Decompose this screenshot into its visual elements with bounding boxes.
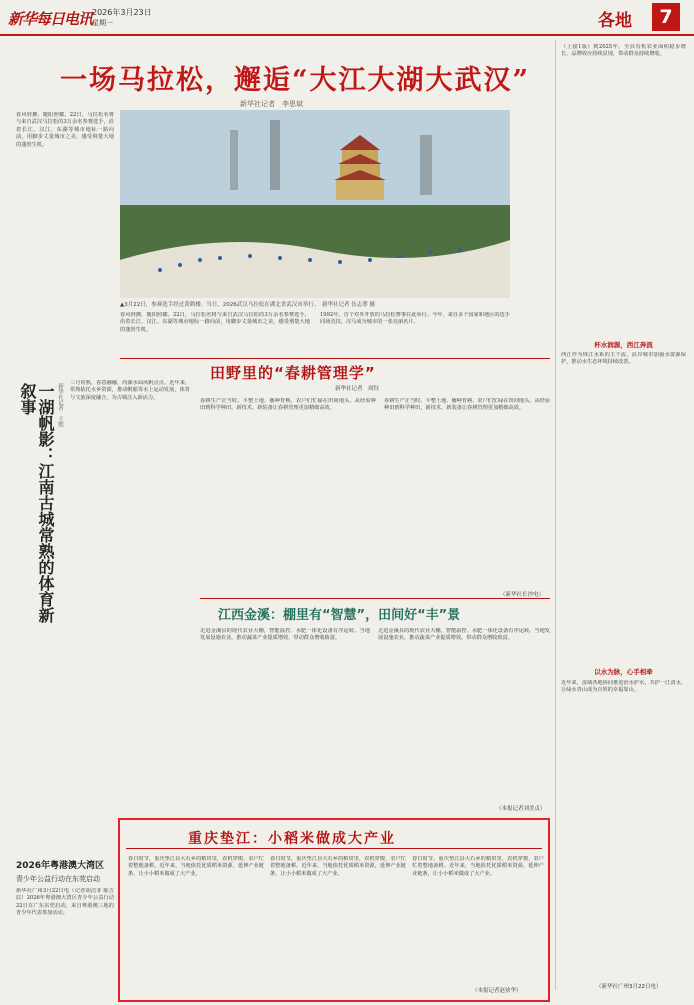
article1-body-bottom-a: 春风轻拂，暖阳照耀。22日，马拉松名将与来自武汉马拉松的3万余名参赛选手，沿着长江、汉江、东湖等城市地标一路向前，用脚步丈量城市之美，感受荆楚大地的蓬勃生机。	[120, 312, 310, 333]
sidebar-note: （新华社广州3月22日电）	[596, 984, 662, 990]
article1-body-right: 1992年，首个对外开放的马拉松赛事在此举行。今年，来自多个国家和地区的选手同场竞技，汉马成为城市的一张亮丽名片。	[320, 312, 510, 326]
article6-title: 重庆垫江：小稻米做成大产业	[188, 831, 396, 847]
article6-note: （本报记者赵侠华）	[472, 988, 522, 994]
issue-weekday: 星期一	[92, 19, 113, 27]
sidebar-head-1: 杯水润源，西江奔流	[594, 341, 653, 349]
article6-body-b: 春日时节，重庆垫江县大石乡的稻田里，农机穿梭，农户忙着整地备耕。近年来，当地依托优质稻米资源，延伸产业链条，让小小稻米做成了大产业。	[270, 856, 406, 877]
article3-byline: 新华社记者 周钰	[335, 386, 380, 392]
article3-note: （新华社长沙电）	[500, 592, 545, 598]
article4-title: 江西金溪：棚里有“智慧”，田间好“丰”景	[218, 608, 461, 623]
article1-photo-caption: ▲3月22日，参赛选手经过黄鹤楼。当日，2026武汉马拉松在湖北省武汉市举行。 新华社记者 伍志尊 摄	[120, 302, 375, 308]
article2-body: 三月常熟，春意融融，尚湖水面风帆点点。近年来，常熟依托水乡资源，推动帆船等水上运动发展，体育与文旅深度融合，为古城注入新活力。	[70, 380, 190, 401]
article2-title: 一湖帆影：江南古城常熟的体育新叙事	[18, 383, 55, 623]
sidebar-body-1: 西江作为珠江水系的主干流，沿岸城市加强水资源保护，推动水生态环境持续改善。	[561, 352, 686, 366]
highlighted-article-box	[118, 818, 550, 1002]
article1-photo	[120, 110, 510, 298]
sidebar-body-2: 近年来，流域各地协同推进治水护水，共护一江清水，让绿水青山成为百姓的幸福靠山。	[561, 680, 686, 694]
article5-title: 2026年粤港澳大湾区	[16, 861, 105, 871]
masthead	[0, 0, 694, 36]
article4-body-b: 走进金溪县的现代农业大棚，智能温控、水肥一体化设备有序运转。当地发展设施农业，推动蔬菜产业提质增效，带动群众增收致富。	[378, 628, 550, 642]
article2-byline: 新华社记者 王熙	[57, 383, 63, 427]
sidebar-head-2: 以水为脉，心手相牵	[594, 668, 653, 676]
article6-body-c: 春日时节，重庆垫江县大石乡的稻田里，农机穿梭，农户忙着整地备耕。近年来，当地依托优质稻米资源，延伸产业链条，让小小稻米做成了大产业。	[412, 856, 544, 877]
sidebar-top-body: （上接1版）到2025年，全县有机农业面积稳步增长，品牌效应持续显现，带动群众持续增收。	[561, 44, 686, 58]
article5-subtitle: 青少年公益行动在东莞启动	[16, 875, 100, 883]
article3-body-a: 春耕生产正当时。平整土地、播种育秧，农户们忙碌在田间地头。从经验种田到科学种田，新技术、新装备让春耕管理更加精细高效。	[200, 398, 376, 412]
article3-body-b: 春耕生产正当时。平整土地、播种育秧，农户们忙碌在田间地头。从经验种田到科学种田，新技术、新装备让春耕管理更加精细高效。	[384, 398, 550, 412]
section-title: 各地	[598, 11, 632, 31]
article1-byline: 新华社记者 李思斌	[240, 100, 303, 108]
article4-top-rule	[200, 598, 550, 599]
article6-rule	[126, 848, 542, 849]
issue-date: 2026年3月23日	[92, 8, 152, 17]
article4-note: （本报记者刘美贞）	[496, 806, 546, 812]
article3-title: 田野里的“春耕管理学”	[210, 364, 376, 382]
article3-top-rule	[120, 358, 550, 359]
article4-body-a: 走进金溪县的现代农业大棚，智能温控、水肥一体化设备有序运转。当地发展设施农业，推动蔬菜产业提质增效，带动群众增收致富。	[200, 628, 370, 642]
newspaper-logo: 新华每日电讯	[8, 10, 93, 28]
article1-headline: 一场马拉松，邂逅“大江大湖大武汉”	[60, 65, 531, 96]
article5-body: 新华社广州3月22日电（记者胡洁菲 陈吉辰）2026年粤港澳大湾区青少年公益行动22日在广东东莞启动，来自粤港澳三地的青少年代表参加活动。	[16, 888, 114, 917]
article6-body-a: 春日时节，重庆垫江县大石乡的稻田里，农机穿梭，农户忙着整地备耕。近年来，当地依托优质稻米资源，延伸产业链条，让小小稻米做成了大产业。	[128, 856, 264, 877]
page-number: 7	[652, 3, 680, 31]
right-sidebar	[555, 40, 690, 990]
article1-body-left: 春风轻拂，暖阳照耀。22日，马拉松名将与来自武汉马拉松的3万余名参赛选手，沿着长江、汉江、东湖等城市地标一路向前，用脚步丈量城市之美，感受荆楚大地的蓬勃生机。	[16, 112, 114, 148]
